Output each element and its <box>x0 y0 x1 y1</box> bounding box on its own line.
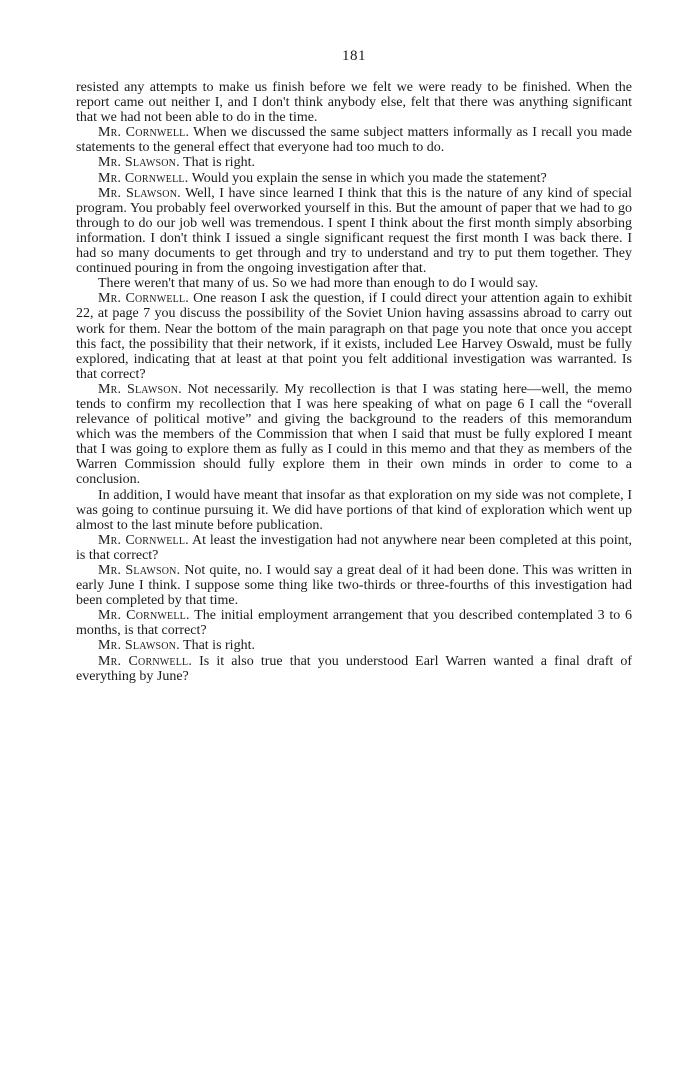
document-page <box>76 0 632 684</box>
speaker-name: Mr. Cornwell. <box>98 653 193 669</box>
paragraph-text: One reason I ask the question, if I could direct your attention again to exhibit 22, at page 7 you discuss the possibility of the Soviet Union having assassins abroad to carry out work for them. Near the bottom of the main paragraph on that page you note that once you accept this fact, the possibility that their network, if it exists, included Lee Harvey Oswald, must be fully explored, indicating that at least at that point you felt additional investigation was warranted. Is that correct? <box>76 291 633 382</box>
paragraph-text: Well, I have since learned I think that this is the nature of any kind of special program. You probably feel overworked yourself in this. But the amount of paper that we had to go through to do our job well was tremendous. I spent I think about the first month simply absorbing information. I don't think I issued a single significant request the first month I was back there. I had so many documents to get through and try to understand and try to put them together. They continued pouring in from the ongoing investigation after that. <box>76 185 633 277</box>
paragraph-text: Is it also true that you understood Earl Warren wanted a final draft of everything by June? <box>76 653 632 684</box>
speaker-name: Mr. Slawson. <box>98 638 180 654</box>
transcript-paragraph <box>76 488 632 533</box>
paragraph-text: Would you explain the sense in which you made the statement? <box>191 170 547 186</box>
transcript-paragraph <box>76 80 632 125</box>
transcript-paragraph <box>76 171 632 186</box>
speaker-name: Mr. Cornwell. <box>98 291 189 307</box>
paragraph-text: Not quite, no. I would say a great deal of it had been done. This was written in early June I think. I suppose some thing like two-thirds or three-fourths of this investigation had been completed by that time. <box>76 563 633 609</box>
transcript-paragraph <box>76 654 632 684</box>
speaker-name: Mr. Cornwell. <box>98 532 189 548</box>
transcript-paragraph <box>76 608 632 638</box>
transcript-paragraph <box>76 382 632 488</box>
paragraph-text: In addition, I would have meant that insofar as that exploration on my side was not complete, I was going to continue pursuing it. We did have portions of that kind of exploration which went up almost to the last minute before publication. <box>76 487 632 533</box>
paragraph-text: The initial employment arrangement that you described contemplated 3 to 6 months, is that correct? <box>76 608 632 639</box>
page-number: 181 <box>342 48 366 64</box>
speaker-name: Mr. Cornwell. <box>98 170 189 186</box>
paragraph-text: That is right. <box>183 638 255 654</box>
paragraph-text: resisted any attempts to make us finish before we felt we were ready to be finished. When the report came out neither I, and I don't think anybody else, felt that there was anything significant that we had not been able to do in the time. <box>76 80 632 126</box>
transcript-paragraph <box>76 563 632 608</box>
paragraph-text: Not necessarily. My recollection is that I was stating here—well, the memo tends to confirm my recollection that I was here speaking of what on page 6 I call the “overall relevance of political motive” and giving the background to the readers of this memorandum which was the members of the Commission that when I said that must be fully explored I meant that I was going to explore them as fully as I could in this memo and that they as members of the Warren Commission should fully explore them in their own minds in order to come to a conclusion. <box>76 381 632 488</box>
transcript-paragraph <box>76 276 632 291</box>
transcript-paragraph <box>76 291 632 382</box>
paragraph-text: When we discussed the same subject matters informally as I recall you made statements to the general effect that everyone had too much to do. <box>76 125 633 156</box>
speaker-name: Mr. Slawson. <box>98 563 181 578</box>
speaker-name: Mr. Cornwell. <box>98 125 190 141</box>
speaker-name: Mr. Slawson. <box>98 185 181 201</box>
transcript-body <box>76 80 632 684</box>
paragraph-text: That is right. <box>183 155 255 171</box>
transcript-paragraph <box>76 533 632 563</box>
speaker-name: Mr. Slawson. <box>98 381 182 397</box>
transcript-paragraph <box>76 638 632 653</box>
paragraph-text: At least the investigation had not anywhere near been completed at this point, is that correct? <box>76 532 632 563</box>
speaker-name: Mr. Slawson. <box>98 155 180 171</box>
transcript-paragraph <box>76 125 632 155</box>
paragraph-text: There weren't that many of us. So we had more than enough to do I would say. <box>98 276 539 292</box>
transcript-paragraph <box>76 155 632 170</box>
transcript-paragraph <box>76 186 632 277</box>
speaker-name: Mr. Cornwell. <box>98 608 190 624</box>
